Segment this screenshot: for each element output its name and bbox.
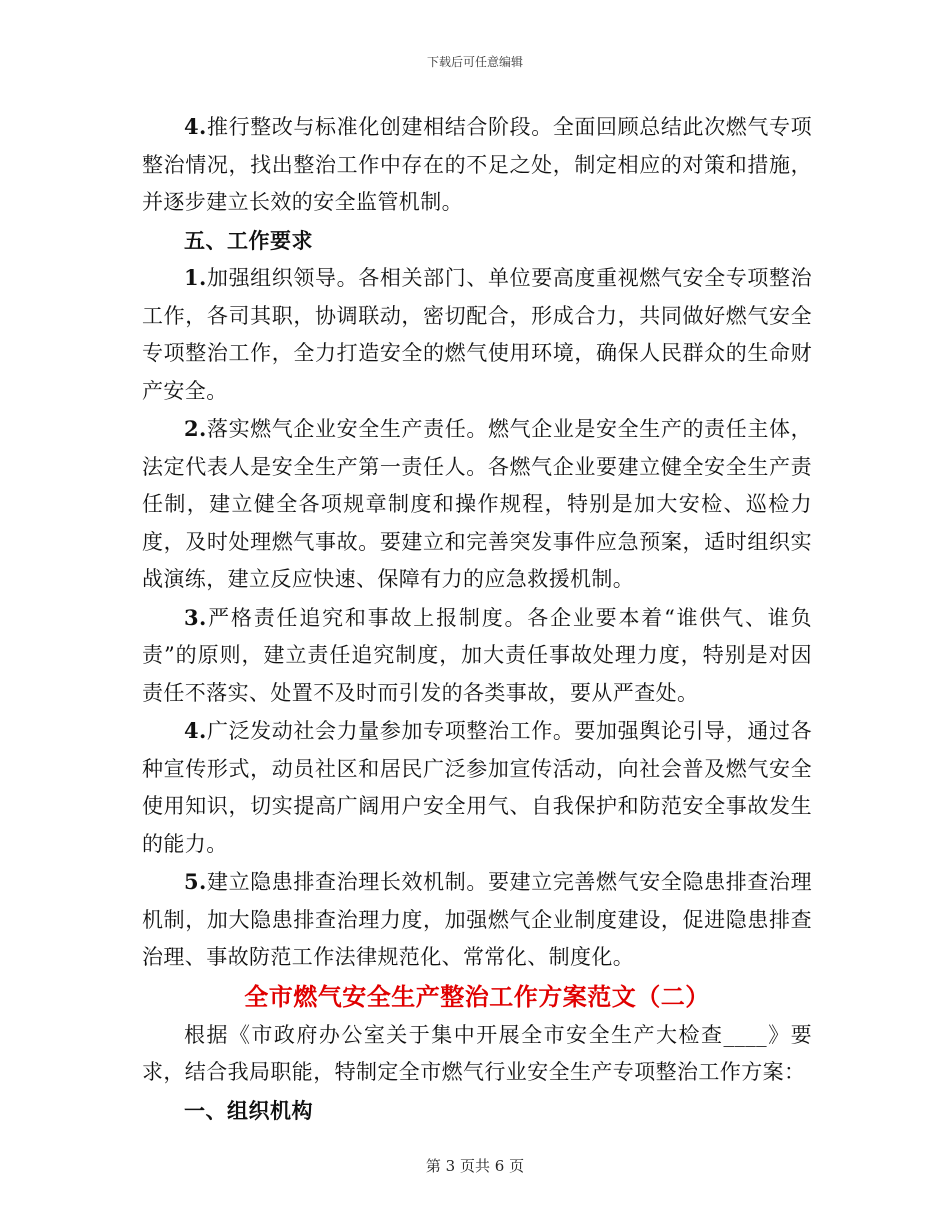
paragraph-stage-4 xyxy=(142,108,812,222)
requirement-number: 4. xyxy=(184,718,207,743)
paragraph-number: 4. xyxy=(184,114,207,139)
section-heading-5: 五、工作要求 xyxy=(184,227,313,253)
requirement-5 xyxy=(142,863,812,977)
requirement-4 xyxy=(142,712,812,863)
requirement-text: 建立隐患排查治理长效机制。要建立完善燃气安全隐患排查治理机制，加大隐患排查治理力度，加强燃气企业制度建设，促进隐患排查治理、事故防范工作法律规范化、常常化、制度化。 xyxy=(142,870,812,969)
requirement-text: 落实燃气企业安全生产责任。燃气企业是安全生产的责任主体，法定代表人是安全生产第一责任人。各燃气企业要建立健全安全生产责任制，建立健全各项规章制度和操作规程，特别是加大安检、巡检力度，及时处理燃气事故。要建立和完善突发事件应急预案，适时组织实战演练，建立反应快速、保障有力的应急救援机制。 xyxy=(142,417,812,591)
document-title-2: 全市燃气安全生产整治工作方案范文（二） xyxy=(244,981,710,1011)
requirement-text: 严格责任追究和事故上报制度。各企业要本着“谁供气、谁负责”的原则，建立责任追究制度，加大责任事故处理力度，特别是对因责任不落实、处置不及时而引发的各类事故，要从严查处。 xyxy=(142,605,812,705)
requirement-3 xyxy=(142,599,812,713)
requirement-number: 2. xyxy=(184,416,207,441)
paragraph-text: 推行整改与标准化创建相结合阶段。全面回顾总结此次燃气专项整治情况，找出整治工作中存在的不足之处，制定相应的对策和措施，并逐步建立长效的安全监管机制。 xyxy=(142,115,812,214)
requirement-number: 5. xyxy=(184,869,207,894)
requirement-1 xyxy=(142,259,812,410)
section-heading-1: 一、组织机构 xyxy=(184,1097,313,1123)
requirement-2 xyxy=(142,410,812,599)
page-header: 下载后可任意编辑 xyxy=(426,55,523,69)
requirement-text: 加强组织领导。各相关部门、单位要高度重视燃气安全专项整治工作，各司其职，协调联动，密切配合，形成合力，共同做好燃气安全专项整治工作，全力打造安全的燃气使用环境，确保人民群众的生命财产安全。 xyxy=(142,266,812,403)
requirement-text: 广泛发动社会力量参加专项整治工作。要加强舆论引导，通过各种宣传形式，动员社区和居民广泛参加宣传活动，向社会普及燃气安全使用知识，切实提高广阔用户安全用气、自我保护和防范安全事故发生的能力。 xyxy=(142,719,812,856)
requirement-number: 1. xyxy=(184,265,207,290)
document-body xyxy=(142,108,812,1129)
requirement-number: 3. xyxy=(184,604,207,630)
page-footer: 第 3 页共 6 页 xyxy=(425,1157,525,1175)
doc2-intro: 根据《市政府办公室关于集中开展全市安全生产大检查____》要求，结合我局职能，特制定全市燃气行业安全生产专项整治工作方案： xyxy=(142,1022,812,1084)
